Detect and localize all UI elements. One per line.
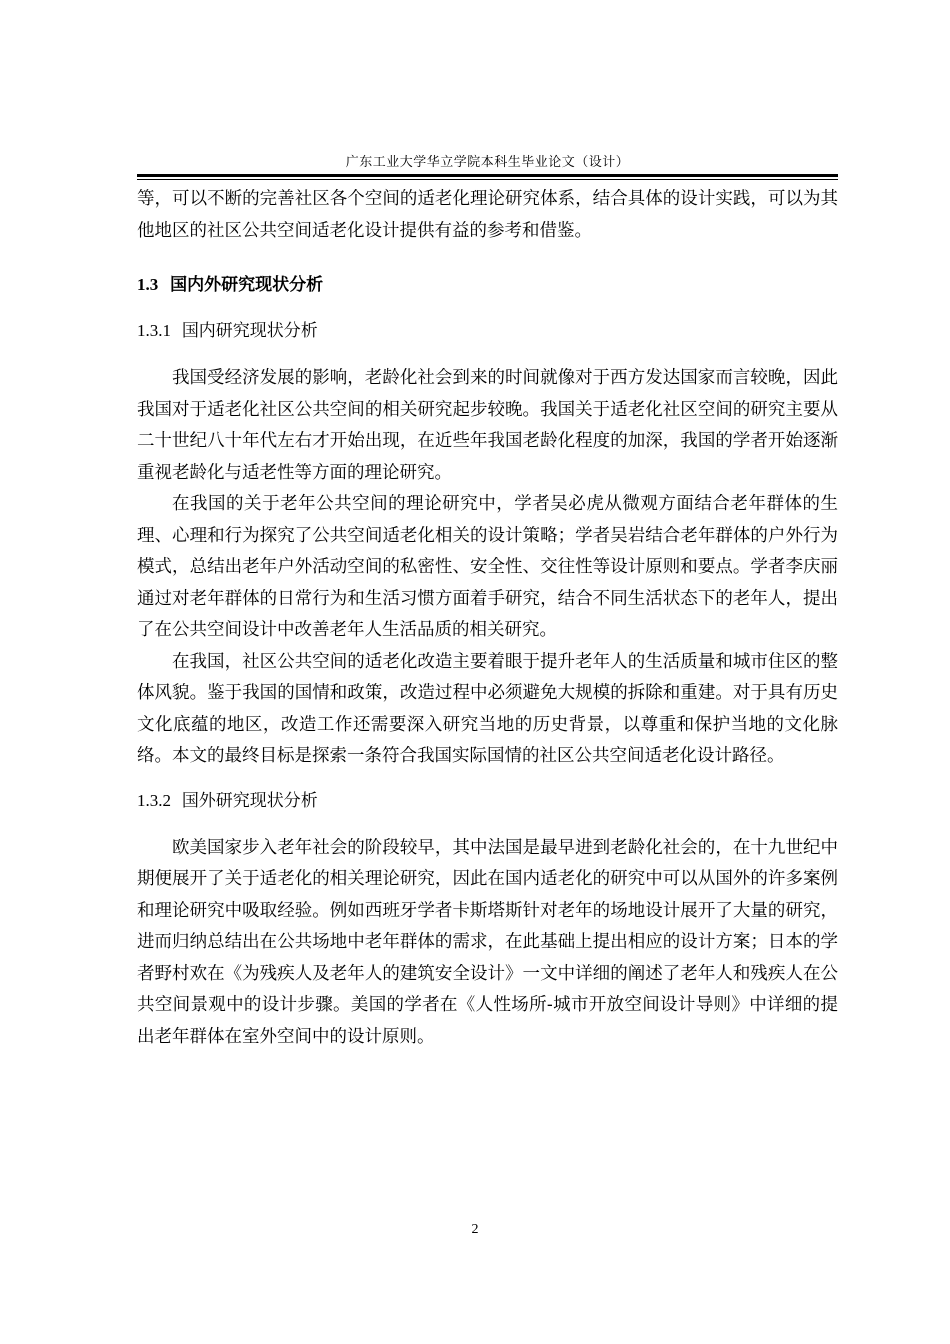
paragraph: 在我国，社区公共空间的适老化改造主要着眼于提升老年人的生活质量和城市住区的整体风貌。鉴于我国的国情和政策，改造过程中必须避免大规模的拆除和重建。对于具有历史文化底蕴的地区，改造工作还需要深入研究当地的历史背景，以尊重和保护当地的文化脉络。本文的最终目标是探索一条符合我国实际国情的社区公共空间适老化设计路径。	[137, 651, 838, 766]
page-header: 广东工业大学华立学院本科生毕业论文（设计）	[345, 155, 630, 170]
section-heading-1-3-1	[137, 313, 838, 349]
page-number: 2	[471, 1222, 479, 1237]
document-body	[137, 184, 838, 1053]
section-number: 1.3	[137, 275, 159, 294]
section-heading-1-3	[137, 267, 838, 303]
subsection-number: 1.3.2	[137, 790, 171, 810]
subsection-title: 国外研究现状分析	[181, 790, 318, 811]
section-title: 国内外研究现状分析	[170, 275, 324, 295]
subsection-title: 国内研究现状分析	[181, 321, 318, 341]
paragraph: 欧美国家步入老年社会的阶段较早，其中法国是最早进到老龄化社会的，在十九世纪中期便展开了关于适老化的相关理论研究，因此在国内适老化的研究中可以从国外的许多案例和理论研究中吸取经验。例如西班牙学者卡斯塔斯针对老年的场地设计展开了大量的研究，进而归纳总结出在公共场地中老年群体的需求，在此基础上提出相应的设计方案；日本的学者野村欢在《为残疾人及老年人的建筑安全设计》一文中详细的阐述了老年人和残疾人在公共空间景观中的设计步骤。美国的学者在《人性场所-城市开放空间设计导则》中详细的提出老年群体在室外空间中的设计原则。	[137, 837, 838, 1047]
section-heading-1-3-2	[137, 783, 838, 819]
continuation-paragraph: 等，可以不断的完善社区各个空间的适老化理论研究体系，结合具体的设计实践，可以为其他地区的社区公共空间适老化设计提供有益的参考和借鉴。	[137, 189, 838, 241]
header-rule-thin	[137, 179, 838, 180]
paragraph: 在我国的关于老年公共空间的理论研究中，学者吴必虎从微观方面结合老年群体的生理、心理和行为探究了公共空间适老化相关的设计策略；学者吴岩结合老年群体的户外行为模式，总结出老年户外活动空间的私密性、安全性、交往性等设计原则和要点。学者李庆丽通过对老年群体的日常行为和生活习惯方面着手研究，结合不同生活状态下的老年人，提出了在公共空间设计中改善老年人生活品质的相关研究。	[137, 494, 838, 640]
subsection-number: 1.3.1	[137, 321, 171, 340]
paragraph: 我国受经济发展的影响，老龄化社会到来的时间就像对于西方发达国家而言较晚，因此我国对于适老化社区公共空间的相关研究起步较晚。我国关于适老化社区空间的研究主要从二十世纪八十年代左右才开始出现，在近些年我国老龄化程度的加深，我国的学者开始逐渐重视老龄化与适老性等方面的理论研究。	[137, 368, 838, 483]
header-rule-thick	[137, 174, 838, 177]
